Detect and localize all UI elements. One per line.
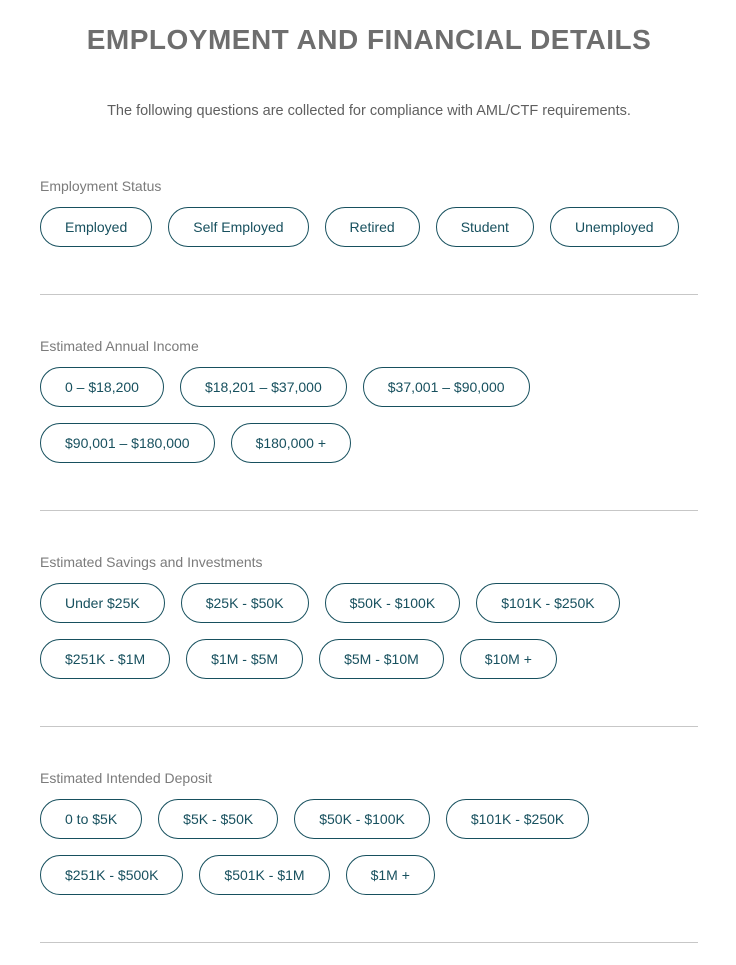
section-divider [40, 510, 698, 511]
section-label: Estimated Intended Deposit [40, 769, 212, 786]
form-section-employment-status [40, 178, 698, 295]
option-group-estimated-annual-income [40, 367, 698, 463]
option-pill[interactable]: $1M + [346, 855, 435, 895]
option-pill[interactable]: $50K - $100K [325, 583, 461, 623]
form-section-estimated-intended-deposit [40, 770, 698, 943]
option-pill[interactable]: Student [436, 207, 534, 247]
option-group-employment-status [40, 207, 698, 247]
option-pill[interactable]: $501K - $1M [199, 855, 329, 895]
option-pill[interactable]: 0 – $18,200 [40, 367, 164, 407]
option-pill[interactable]: 0 to $5K [40, 799, 142, 839]
form-section-estimated-annual-income [40, 338, 698, 511]
option-pill[interactable]: $5K - $50K [158, 799, 278, 839]
option-pill[interactable]: Employed [40, 207, 152, 247]
option-group-estimated-intended-deposit [40, 799, 698, 895]
option-pill[interactable]: $25K - $50K [181, 583, 309, 623]
option-pill[interactable]: $18,201 – $37,000 [180, 367, 347, 407]
option-pill[interactable]: $37,001 – $90,000 [363, 367, 530, 407]
form-sections [40, 178, 698, 943]
page-subtitle: The following questions are collected for compliance with AML/CTF requirements. [107, 103, 631, 120]
section-label: Estimated Savings and Investments [40, 553, 263, 570]
section-label: Employment Status [40, 177, 162, 194]
section-divider [40, 942, 698, 943]
option-pill[interactable]: $101K - $250K [446, 799, 589, 839]
option-pill[interactable]: $90,001 – $180,000 [40, 423, 215, 463]
option-pill[interactable]: $1M - $5M [186, 639, 303, 679]
option-group-estimated-savings-and-investments [40, 583, 698, 679]
option-pill[interactable]: Retired [325, 207, 420, 247]
option-pill[interactable]: $180,000 + [231, 423, 351, 463]
option-pill[interactable]: $50K - $100K [294, 799, 430, 839]
option-pill[interactable]: Under $25K [40, 583, 165, 623]
form-section-estimated-savings-and-investments [40, 554, 698, 727]
option-pill[interactable]: $5M - $10M [319, 639, 444, 679]
page-title: EMPLOYMENT AND FINANCIAL DETAILS [86, 24, 652, 55]
section-divider [40, 726, 698, 727]
option-pill[interactable]: $251K - $500K [40, 855, 183, 895]
option-pill[interactable]: $10M + [460, 639, 557, 679]
option-pill[interactable]: Self Employed [168, 207, 308, 247]
option-pill[interactable]: Unemployed [550, 207, 679, 247]
section-divider [40, 294, 698, 295]
option-pill[interactable]: $251K - $1M [40, 639, 170, 679]
option-pill[interactable]: $101K - $250K [476, 583, 619, 623]
section-label: Estimated Annual Income [40, 337, 199, 354]
